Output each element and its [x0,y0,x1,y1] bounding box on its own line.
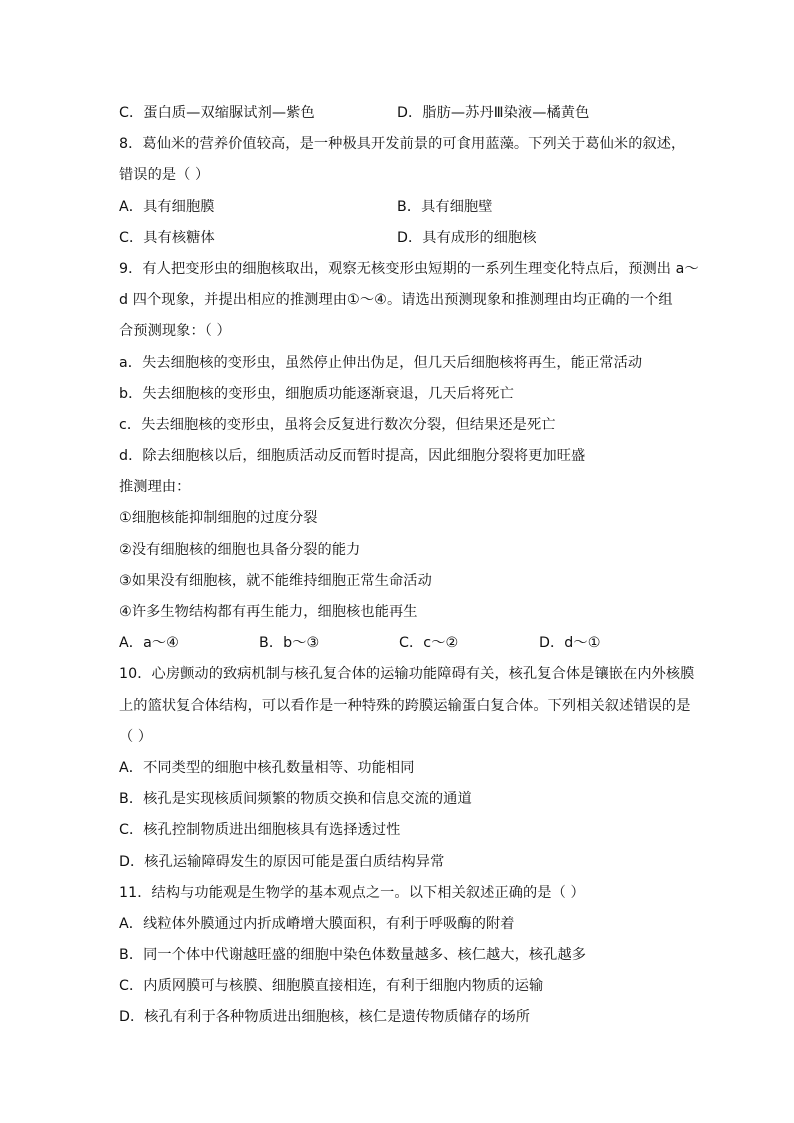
option-item: D．脂肪—苏丹Ⅲ染液—橘黄色 [397,105,590,121]
options-row [119,98,689,129]
text-line: c．失去细胞核的变形虫，虽将会反复进行数次分裂，但结果还是死亡 [119,416,556,433]
text-line: ①细胞核能抑制细胞的过度分裂 [119,510,318,527]
option-item: A．具有细胞膜 [119,198,215,215]
option-item: B．b～③ [259,635,320,652]
option-item: C．蛋白质—双缩脲试剂—紫色 [119,105,315,121]
text-line: 推测理由： [119,479,191,496]
text-line: 错误的是（ ） [119,167,210,184]
text-line: 合预测现象：（ ） [119,323,231,340]
options-row [119,628,689,659]
text-line: D．核孔运输障碍发生的原因可能是蛋白质结构异常 [119,853,445,870]
option-item: D．d～① [539,635,601,652]
text-line: 11．结构与功能观是生物学的基本观点之一。以下相关叙述正确的是（ ） [119,884,585,901]
text-line: a．失去细胞核的变形虫，虽然停止伸出伪足，但几天后细胞核将再生，能正常活动 [119,354,643,371]
text-line: A．不同类型的细胞中核孔数量相等、功能相同 [119,759,415,776]
option-item: D．具有成形的细胞核 [397,229,537,246]
text-line: C．内质网膜可与核膜、细胞膜直接相连，有利于细胞内物质的运输 [119,978,544,995]
option-item: B．具有细胞壁 [397,198,493,215]
text-line: 9．有人把变形虫的细胞核取出，观察无核变形虫短期的一系列生理变化特点后，预测出 a～ [119,260,699,277]
text-line: 8．葛仙米的营养价值较高，是一种极具开发前景的可食用蓝藻。下列关于葛仙米的叙述， [119,136,686,153]
text-line: C．核孔控制物质进出细胞核具有选择透过性 [119,822,401,839]
options-row [119,223,689,254]
text-line: B．同一个体中代谢越旺盛的细胞中染色体数量越多、核仁越大，核孔越多 [119,947,587,964]
text-line: b．失去细胞核的变形虫，细胞质功能逐渐衰退，几天后将死亡 [119,385,514,402]
text-line: B．核孔是实现核质间频繁的物质交换和信息交流的通道 [119,791,472,808]
options-row [119,192,689,223]
text-line: 10．心房颤动的致病机制与核孔复合体的运输功能障碍有关，核孔复合体是镶嵌在内外核膜 [119,666,695,683]
text-line: （ ） [119,728,153,745]
option-item: C．具有核糖体 [119,229,215,246]
question-content [119,98,699,1034]
option-item: A．a～④ [119,635,179,652]
text-line: 上的篮状复合体结构，可以看作是一种特殊的跨膜运输蛋白复合体。下列相关叙述错误的是 [119,697,691,714]
text-line: ③如果没有细胞核，就不能维持细胞正常生命活动 [119,572,432,589]
text-line: ②没有细胞核的细胞也具备分裂的能力 [119,541,361,558]
text-line: A．线粒体外膜通过内折成嵴增大膜面积，有利于呼吸酶的附着 [119,915,515,932]
option-item: C．c～② [399,635,459,652]
text-line: d．除去细胞核以后，细胞质活动反而暂时提高，因此细胞分裂将更加旺盛 [119,448,586,465]
text-line: d 四个现象，并提出相应的推测理由①～④。请选出预测现象和推测理由均正确的一个组 [119,292,673,309]
text-line: ④许多生物结构都有再生能力，细胞核也能再生 [119,604,418,620]
text-line: D．核孔有利于各种物质进出细胞核，核仁是遗传物质储存的场所 [119,1009,531,1026]
